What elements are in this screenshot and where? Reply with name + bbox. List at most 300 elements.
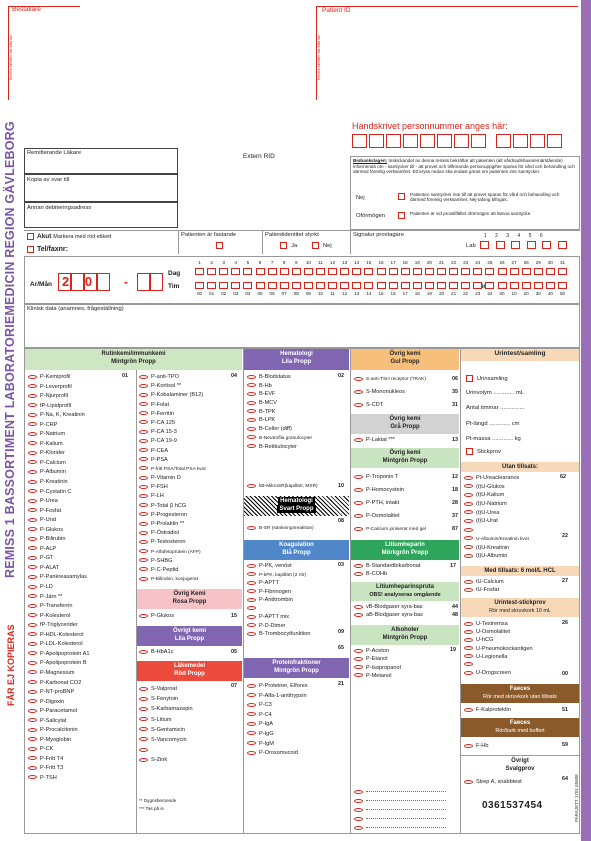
order-oval-icon[interactable] bbox=[28, 556, 37, 560]
hour-cell[interactable] bbox=[316, 282, 325, 289]
analysis-item[interactable] bbox=[28, 669, 134, 679]
order-oval-icon[interactable] bbox=[354, 605, 363, 609]
order-oval-icon[interactable] bbox=[139, 567, 148, 571]
hour-cell[interactable] bbox=[256, 282, 265, 289]
analysis-item[interactable] bbox=[28, 736, 134, 746]
order-oval-icon[interactable] bbox=[354, 390, 363, 394]
order-oval-icon[interactable] bbox=[354, 564, 363, 568]
lab-cells[interactable] bbox=[480, 241, 580, 250]
blank-order-row[interactable] bbox=[354, 806, 458, 815]
order-oval-icon[interactable] bbox=[247, 435, 256, 439]
analysis-item[interactable] bbox=[247, 596, 347, 605]
order-oval-icon[interactable] bbox=[28, 670, 37, 674]
analysis-item[interactable] bbox=[464, 491, 578, 500]
pnr-cell[interactable] bbox=[369, 134, 384, 148]
analysis-item[interactable] bbox=[354, 523, 458, 536]
hour-cell[interactable] bbox=[401, 282, 410, 289]
order-oval-icon[interactable] bbox=[354, 673, 363, 677]
analysis-item[interactable] bbox=[28, 573, 134, 583]
hour-cell[interactable] bbox=[292, 282, 301, 289]
order-oval-icon[interactable] bbox=[28, 585, 37, 589]
analysis-item[interactable] bbox=[464, 500, 578, 509]
order-oval-icon[interactable] bbox=[28, 546, 37, 550]
month-cell-1[interactable] bbox=[137, 273, 150, 291]
analysis-item[interactable] bbox=[28, 698, 134, 708]
analysis-item[interactable] bbox=[28, 516, 134, 526]
analysis-item[interactable] bbox=[464, 742, 564, 750]
analysis-item[interactable] bbox=[354, 562, 458, 570]
minute-cell[interactable] bbox=[498, 282, 507, 289]
analysis-item[interactable] bbox=[354, 497, 458, 510]
order-oval-icon[interactable] bbox=[354, 826, 363, 830]
pnr-cell[interactable] bbox=[437, 134, 452, 148]
biobank-oformogen-checkbox[interactable] bbox=[398, 212, 405, 219]
order-oval-icon[interactable] bbox=[28, 413, 37, 417]
order-oval-icon[interactable] bbox=[28, 766, 37, 770]
order-oval-icon[interactable] bbox=[28, 451, 37, 455]
handwritten-pnr-cells[interactable] bbox=[352, 134, 570, 148]
identity-nej-checkbox[interactable] bbox=[312, 242, 319, 249]
order-oval-icon[interactable] bbox=[354, 403, 363, 407]
hour-cell[interactable] bbox=[280, 282, 289, 289]
order-oval-icon[interactable] bbox=[247, 623, 256, 627]
analysis-item[interactable] bbox=[139, 483, 241, 492]
order-oval-icon[interactable] bbox=[247, 589, 256, 593]
day-cell[interactable] bbox=[473, 268, 482, 275]
order-oval-icon[interactable] bbox=[247, 751, 256, 755]
analysis-item[interactable] bbox=[464, 578, 578, 586]
order-oval-icon[interactable] bbox=[139, 549, 148, 553]
order-oval-icon[interactable] bbox=[139, 411, 148, 415]
analysis-item[interactable] bbox=[247, 682, 347, 692]
pnr-cell[interactable] bbox=[352, 134, 367, 148]
day-cell[interactable] bbox=[364, 268, 373, 275]
analysis-item[interactable] bbox=[247, 730, 347, 740]
analysis-item[interactable] bbox=[139, 492, 241, 501]
analysis-item[interactable] bbox=[28, 554, 134, 564]
order-oval-icon[interactable] bbox=[28, 441, 37, 445]
order-oval-icon[interactable] bbox=[247, 581, 256, 585]
order-oval-icon[interactable] bbox=[139, 448, 148, 452]
analysis-item[interactable] bbox=[139, 538, 241, 547]
analysis-item[interactable] bbox=[139, 447, 241, 456]
month-cell-2[interactable] bbox=[150, 273, 163, 291]
order-oval-icon[interactable] bbox=[28, 728, 37, 732]
order-oval-icon[interactable] bbox=[139, 522, 148, 526]
order-oval-icon[interactable] bbox=[247, 401, 256, 405]
pnr-cell[interactable] bbox=[403, 134, 418, 148]
akut-checkbox[interactable] bbox=[27, 233, 34, 240]
analysis-item[interactable] bbox=[247, 588, 347, 597]
minute-cell[interactable] bbox=[558, 282, 567, 289]
hour-cell[interactable] bbox=[377, 282, 386, 289]
pnr-cell[interactable] bbox=[471, 134, 486, 148]
analysis-item[interactable] bbox=[354, 647, 458, 655]
blank-order-row[interactable] bbox=[354, 788, 458, 797]
order-oval-icon[interactable] bbox=[247, 572, 256, 576]
analysis-item[interactable] bbox=[28, 468, 134, 478]
blank-order-row[interactable] bbox=[354, 815, 458, 824]
analysis-item[interactable] bbox=[247, 579, 347, 588]
day-cell[interactable] bbox=[377, 268, 386, 275]
analysis-item[interactable] bbox=[139, 465, 241, 474]
analysis-item[interactable] bbox=[464, 653, 578, 661]
antal-timmar-field[interactable]: Antal timmar ............... bbox=[466, 405, 525, 411]
minute-cell[interactable] bbox=[546, 282, 555, 289]
order-oval-icon[interactable] bbox=[354, 613, 363, 617]
analysis-item[interactable] bbox=[139, 745, 229, 755]
hour-cell[interactable] bbox=[364, 282, 373, 289]
urinsamling-checkbox[interactable] bbox=[466, 375, 473, 382]
analysis-item[interactable] bbox=[28, 478, 134, 488]
order-oval-icon[interactable] bbox=[139, 457, 148, 461]
analysis-item[interactable] bbox=[464, 526, 578, 535]
order-oval-icon[interactable] bbox=[139, 512, 148, 516]
analysis-item[interactable] bbox=[139, 401, 241, 410]
analysis-item[interactable] bbox=[139, 566, 241, 575]
order-oval-icon[interactable] bbox=[354, 514, 363, 518]
order-oval-icon[interactable] bbox=[464, 646, 473, 650]
day-cell[interactable] bbox=[485, 268, 494, 275]
analysis-item[interactable] bbox=[464, 628, 578, 636]
order-oval-icon[interactable] bbox=[28, 375, 37, 379]
order-oval-icon[interactable] bbox=[464, 528, 473, 532]
hour-cell[interactable] bbox=[304, 282, 313, 289]
analysis-item[interactable] bbox=[139, 511, 241, 520]
order-oval-icon[interactable] bbox=[354, 790, 363, 794]
analysis-item[interactable] bbox=[464, 552, 578, 561]
order-oval-icon[interactable] bbox=[247, 741, 256, 745]
analysis-item[interactable] bbox=[247, 390, 347, 399]
order-oval-icon[interactable] bbox=[139, 393, 148, 397]
analysis-item[interactable] bbox=[28, 593, 134, 603]
hour-cell[interactable] bbox=[437, 282, 446, 289]
order-oval-icon[interactable] bbox=[28, 527, 37, 531]
order-oval-icon[interactable] bbox=[139, 687, 148, 691]
analysis-item[interactable] bbox=[28, 679, 134, 689]
analysis-item[interactable] bbox=[354, 611, 458, 619]
order-oval-icon[interactable] bbox=[28, 499, 37, 503]
order-oval-icon[interactable] bbox=[139, 748, 148, 752]
order-oval-icon[interactable] bbox=[139, 375, 148, 379]
analysis-item[interactable] bbox=[139, 391, 241, 400]
analysis-item[interactable] bbox=[28, 583, 134, 593]
analysis-item[interactable] bbox=[139, 456, 241, 465]
analysis-item[interactable] bbox=[28, 745, 134, 755]
order-oval-icon[interactable] bbox=[28, 632, 37, 636]
analysis-item[interactable] bbox=[139, 755, 229, 765]
analysis-item[interactable] bbox=[247, 720, 347, 730]
analysis-item[interactable] bbox=[28, 373, 134, 383]
analysis-item[interactable] bbox=[247, 630, 347, 639]
analysis-item[interactable] bbox=[464, 669, 578, 677]
order-oval-icon[interactable] bbox=[464, 622, 473, 626]
day-cell[interactable] bbox=[461, 268, 470, 275]
analysis-item[interactable] bbox=[247, 408, 347, 417]
order-oval-icon[interactable] bbox=[354, 572, 363, 576]
order-oval-icon[interactable] bbox=[28, 690, 37, 694]
order-oval-icon[interactable] bbox=[28, 575, 37, 579]
order-oval-icon[interactable] bbox=[139, 727, 148, 731]
pnr-cell[interactable] bbox=[420, 134, 435, 148]
order-oval-icon[interactable] bbox=[247, 722, 256, 726]
order-oval-icon[interactable] bbox=[247, 731, 256, 735]
order-oval-icon[interactable] bbox=[28, 394, 37, 398]
analysis-item[interactable] bbox=[464, 535, 578, 544]
order-oval-icon[interactable] bbox=[464, 493, 473, 497]
analysis-item[interactable] bbox=[464, 544, 578, 553]
order-oval-icon[interactable] bbox=[464, 662, 473, 666]
lab-cell[interactable] bbox=[496, 241, 505, 249]
day-cell[interactable] bbox=[401, 268, 410, 275]
hour-cell[interactable] bbox=[473, 282, 482, 289]
pnr-cell[interactable] bbox=[386, 134, 401, 148]
analysis-item[interactable] bbox=[139, 557, 241, 566]
analysis-item[interactable] bbox=[464, 661, 578, 669]
analysis-item[interactable] bbox=[139, 502, 241, 511]
order-oval-icon[interactable] bbox=[354, 657, 363, 661]
analysis-item[interactable] bbox=[139, 382, 241, 391]
order-oval-icon[interactable] bbox=[247, 484, 256, 488]
order-oval-icon[interactable] bbox=[464, 484, 473, 488]
analysis-item[interactable] bbox=[28, 564, 134, 574]
order-oval-icon[interactable] bbox=[28, 480, 37, 484]
analysis-item[interactable] bbox=[28, 535, 134, 545]
analysis-item[interactable] bbox=[464, 474, 578, 483]
analysis-item[interactable] bbox=[464, 483, 578, 492]
order-oval-icon[interactable] bbox=[139, 503, 148, 507]
order-oval-icon[interactable] bbox=[354, 527, 363, 531]
analysis-item[interactable] bbox=[247, 482, 347, 490]
order-oval-icon[interactable] bbox=[247, 392, 256, 396]
day-cell[interactable] bbox=[195, 268, 204, 275]
analysis-item[interactable] bbox=[247, 711, 347, 721]
order-oval-icon[interactable] bbox=[354, 817, 363, 821]
analysis-item[interactable] bbox=[28, 526, 134, 536]
analysis-item[interactable] bbox=[247, 622, 347, 631]
analysis-item[interactable] bbox=[28, 764, 134, 774]
analysis-item[interactable] bbox=[28, 411, 134, 421]
order-oval-icon[interactable] bbox=[464, 654, 473, 658]
order-oval-icon[interactable] bbox=[139, 485, 148, 489]
analysis-item[interactable] bbox=[28, 507, 134, 517]
order-oval-icon[interactable] bbox=[247, 632, 256, 636]
order-oval-icon[interactable] bbox=[139, 697, 148, 701]
hour-cell[interactable] bbox=[413, 282, 422, 289]
analysis-item[interactable] bbox=[139, 437, 241, 446]
day-cell[interactable] bbox=[352, 268, 361, 275]
order-oval-icon[interactable] bbox=[464, 630, 473, 634]
order-oval-icon[interactable] bbox=[28, 642, 37, 646]
analysis-item[interactable] bbox=[247, 443, 347, 452]
urinvolym-field[interactable]: Urinvolym ............. mL bbox=[466, 390, 524, 396]
hour-cell[interactable] bbox=[328, 282, 337, 289]
pt-langd-field[interactable]: Pt-längd ............. cm bbox=[466, 421, 520, 427]
order-oval-icon[interactable] bbox=[247, 418, 256, 422]
day-cell[interactable] bbox=[449, 268, 458, 275]
analysis-item[interactable] bbox=[139, 548, 241, 557]
analysis-item[interactable] bbox=[139, 715, 229, 725]
order-oval-icon[interactable] bbox=[464, 536, 473, 540]
analysis-item[interactable] bbox=[354, 471, 458, 484]
day-cell[interactable] bbox=[546, 268, 555, 275]
analysis-item[interactable] bbox=[464, 778, 564, 786]
order-oval-icon[interactable] bbox=[247, 712, 256, 716]
day-grid[interactable] bbox=[195, 260, 579, 302]
day-cell[interactable] bbox=[558, 268, 567, 275]
analysis-item[interactable] bbox=[139, 419, 241, 428]
hour-cell[interactable] bbox=[389, 282, 398, 289]
order-oval-icon[interactable] bbox=[139, 707, 148, 711]
day-cell[interactable] bbox=[328, 268, 337, 275]
day-cell[interactable] bbox=[256, 268, 265, 275]
analysis-item[interactable] bbox=[28, 402, 134, 412]
analysis-item[interactable] bbox=[247, 416, 347, 425]
day-cell[interactable] bbox=[340, 268, 349, 275]
order-oval-icon[interactable] bbox=[28, 718, 37, 722]
day-cell[interactable] bbox=[280, 268, 289, 275]
order-oval-icon[interactable] bbox=[139, 737, 148, 741]
analysis-item[interactable] bbox=[247, 434, 347, 443]
analysis-item[interactable] bbox=[139, 529, 241, 538]
order-oval-icon[interactable] bbox=[464, 510, 473, 514]
blank-order-row[interactable] bbox=[354, 824, 458, 833]
order-oval-icon[interactable] bbox=[28, 699, 37, 703]
order-oval-icon[interactable] bbox=[28, 384, 37, 388]
analysis-item[interactable] bbox=[28, 488, 134, 498]
analysis-item[interactable] bbox=[139, 575, 241, 584]
analysis-item[interactable] bbox=[464, 706, 564, 714]
order-oval-icon[interactable] bbox=[354, 488, 363, 492]
hour-cell[interactable] bbox=[231, 282, 240, 289]
analysis-item[interactable] bbox=[28, 440, 134, 450]
order-oval-icon[interactable] bbox=[354, 475, 363, 479]
analysis-item[interactable] bbox=[247, 425, 347, 434]
analysis-item[interactable] bbox=[354, 373, 458, 386]
analysis-item[interactable] bbox=[354, 399, 458, 412]
order-oval-icon[interactable] bbox=[247, 444, 256, 448]
hour-cell[interactable] bbox=[485, 282, 494, 289]
order-oval-icon[interactable] bbox=[139, 577, 148, 581]
order-oval-icon[interactable] bbox=[139, 494, 148, 498]
blank-order-row[interactable] bbox=[354, 797, 458, 806]
order-oval-icon[interactable] bbox=[139, 439, 148, 443]
order-oval-icon[interactable] bbox=[139, 540, 148, 544]
fasting-checkbox[interactable] bbox=[216, 242, 223, 249]
analysis-item[interactable] bbox=[464, 517, 578, 526]
analysis-item[interactable] bbox=[139, 694, 229, 704]
tel-checkbox[interactable] bbox=[27, 246, 34, 253]
lab-cell[interactable] bbox=[542, 241, 551, 249]
analysis-item[interactable] bbox=[247, 740, 347, 750]
analysis-item[interactable] bbox=[139, 474, 241, 483]
pnr-cell[interactable] bbox=[513, 134, 528, 148]
analysis-item[interactable] bbox=[28, 650, 134, 660]
day-cell[interactable] bbox=[425, 268, 434, 275]
analysis-item[interactable] bbox=[354, 436, 458, 444]
order-oval-icon[interactable] bbox=[28, 756, 37, 760]
order-oval-icon[interactable] bbox=[464, 502, 473, 506]
analysis-item[interactable] bbox=[139, 428, 241, 437]
order-oval-icon[interactable] bbox=[464, 580, 473, 584]
order-oval-icon[interactable] bbox=[139, 614, 148, 618]
order-oval-icon[interactable] bbox=[464, 519, 473, 523]
analysis-item[interactable] bbox=[139, 612, 229, 620]
pnr-cell[interactable] bbox=[530, 134, 545, 148]
day-cell[interactable] bbox=[268, 268, 277, 275]
analysis-item[interactable] bbox=[464, 586, 578, 594]
analysis-item[interactable] bbox=[28, 612, 134, 622]
order-oval-icon[interactable] bbox=[247, 383, 256, 387]
order-oval-icon[interactable] bbox=[247, 409, 256, 413]
order-oval-icon[interactable] bbox=[464, 588, 473, 592]
analysis-item[interactable] bbox=[464, 620, 578, 628]
analysis-item[interactable] bbox=[247, 749, 347, 759]
analysis-item[interactable] bbox=[139, 648, 229, 656]
analysis-item[interactable] bbox=[354, 655, 458, 663]
day-cell[interactable] bbox=[231, 268, 240, 275]
analysis-item[interactable] bbox=[247, 382, 347, 391]
hour-cell[interactable] bbox=[340, 282, 349, 289]
analysis-item[interactable] bbox=[354, 672, 458, 680]
analysis-item[interactable] bbox=[28, 421, 134, 431]
hour-cell[interactable] bbox=[352, 282, 361, 289]
day-cell[interactable] bbox=[219, 268, 228, 275]
order-oval-icon[interactable] bbox=[464, 554, 473, 558]
order-oval-icon[interactable] bbox=[354, 377, 363, 381]
order-oval-icon[interactable] bbox=[139, 476, 148, 480]
pnr-cell[interactable] bbox=[547, 134, 562, 148]
order-oval-icon[interactable] bbox=[247, 427, 256, 431]
day-cell[interactable] bbox=[243, 268, 252, 275]
order-oval-icon[interactable] bbox=[28, 518, 37, 522]
analysis-item[interactable] bbox=[28, 755, 134, 765]
day-cell[interactable] bbox=[534, 268, 543, 275]
analysis-item[interactable] bbox=[28, 621, 134, 631]
analysis-item[interactable] bbox=[354, 484, 458, 497]
order-oval-icon[interactable] bbox=[139, 430, 148, 434]
order-oval-icon[interactable] bbox=[28, 661, 37, 665]
biobank-nej-checkbox[interactable] bbox=[398, 193, 405, 200]
analysis-item[interactable] bbox=[28, 430, 134, 440]
order-oval-icon[interactable] bbox=[28, 508, 37, 512]
analysis-item[interactable] bbox=[247, 399, 347, 408]
analysis-item[interactable] bbox=[247, 605, 347, 614]
hour-cell[interactable] bbox=[219, 282, 228, 289]
analysis-item[interactable] bbox=[28, 449, 134, 459]
analysis-item[interactable] bbox=[28, 707, 134, 717]
analysis-item[interactable] bbox=[28, 392, 134, 402]
analysis-item[interactable] bbox=[247, 701, 347, 711]
order-oval-icon[interactable] bbox=[139, 650, 148, 654]
order-oval-icon[interactable] bbox=[139, 466, 148, 470]
order-oval-icon[interactable] bbox=[354, 808, 363, 812]
analysis-item[interactable] bbox=[247, 571, 347, 580]
order-oval-icon[interactable] bbox=[28, 737, 37, 741]
order-oval-icon[interactable] bbox=[28, 489, 37, 493]
order-oval-icon[interactable] bbox=[28, 460, 37, 464]
year-cell-4[interactable] bbox=[97, 273, 110, 291]
order-oval-icon[interactable] bbox=[354, 649, 363, 653]
analysis-item[interactable] bbox=[464, 636, 578, 644]
analysis-item[interactable] bbox=[139, 735, 229, 745]
order-oval-icon[interactable] bbox=[464, 545, 473, 549]
order-oval-icon[interactable] bbox=[28, 709, 37, 713]
analysis-item[interactable] bbox=[28, 688, 134, 698]
order-oval-icon[interactable] bbox=[247, 375, 256, 379]
analysis-item[interactable] bbox=[139, 725, 229, 735]
order-oval-icon[interactable] bbox=[139, 402, 148, 406]
